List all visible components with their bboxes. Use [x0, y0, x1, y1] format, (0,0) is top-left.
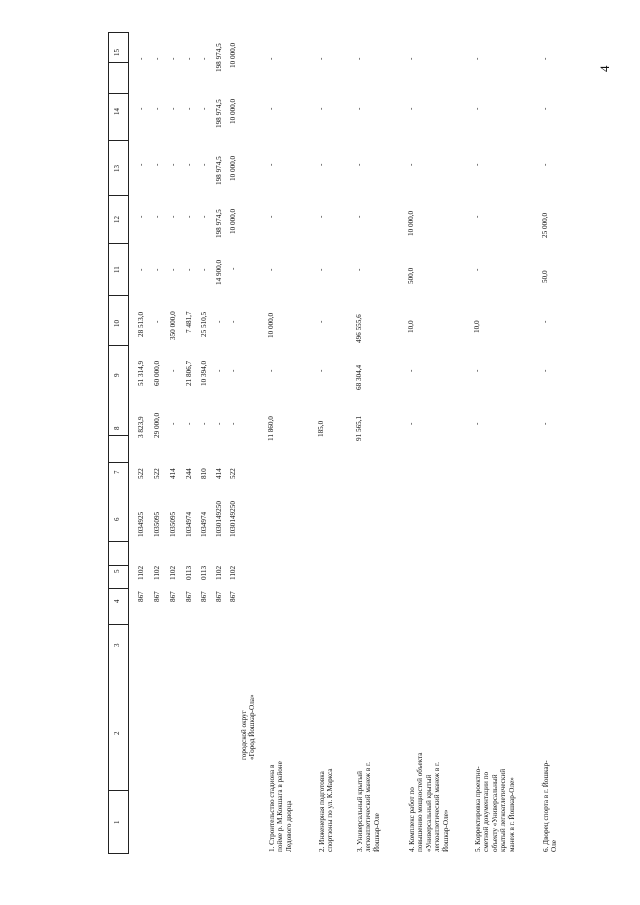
item-2-c12: -: [317, 215, 325, 218]
cell-r3-c10: 350 000,0: [169, 311, 177, 340]
item-4-c9: -: [407, 369, 415, 372]
header-col-4: 4: [113, 599, 121, 603]
cell-r4-c7: 244: [185, 468, 193, 479]
cell-r5-c14: -: [200, 107, 208, 110]
item-4-c14: -: [407, 107, 415, 110]
cell-r5-c4: 867: [200, 591, 208, 602]
cell-r4-c14: -: [185, 107, 193, 110]
cell-r7-c7: 522: [229, 468, 237, 479]
header-col-9: 9: [113, 373, 121, 377]
header-line-left: [108, 32, 109, 854]
cell-r5-c12: -: [200, 215, 208, 218]
item-3-c11: -: [355, 268, 363, 271]
cell-r1-c13: -: [137, 163, 145, 166]
item-2-c8: 185,0: [317, 420, 325, 437]
cell-r4-c13: -: [185, 163, 193, 166]
cell-r7-c10: -: [229, 320, 237, 323]
item-5-c15: -: [473, 57, 481, 60]
item-6-c9: -: [541, 369, 549, 372]
cell-r2-c11: -: [153, 268, 161, 271]
header-divider: [108, 345, 128, 346]
cell-r5-c11: -: [200, 268, 208, 271]
cell-r6-c5: 1102: [215, 565, 223, 580]
item-1-name: 1. Строительство стадиона в пойме р. М.Кокшага в районе Ледового дворца: [268, 761, 293, 852]
item-4-c8: -: [407, 422, 415, 425]
item-2-name: 2. Инженерная подготовка спортзоны по ул. К.Маркса: [318, 768, 335, 852]
cell-r1-c6: 1034925: [137, 511, 145, 537]
item-6-c11: 50,0: [541, 270, 549, 283]
item-3-c13: -: [355, 163, 363, 166]
cell-r4-c8: -: [185, 422, 193, 425]
item-4-c12: 10 000,0: [407, 210, 415, 236]
item-3-c12: -: [355, 215, 363, 218]
item-4-c15: -: [407, 57, 415, 60]
header-divider: [108, 295, 128, 296]
header-col-2: 2: [113, 731, 121, 735]
cell-r6-c6: 1030149250: [215, 501, 223, 537]
item-2-c10: -: [317, 320, 325, 323]
item-6-c14: -: [541, 107, 549, 110]
cell-r5-c6: 1034974: [200, 511, 208, 537]
item-5-c10: 10,0: [473, 320, 481, 333]
district-label: городской округ «Город Йошкар-Ола»: [240, 694, 257, 760]
cell-r4-c9: 21 806,7: [185, 360, 193, 386]
header-col-12: 12: [113, 216, 121, 223]
cell-r2-c5: 1102: [153, 565, 161, 580]
cell-r6-c4: 867: [215, 591, 223, 602]
cell-r2-c8: 29 000,0: [153, 412, 161, 438]
cell-r6-c9: -: [215, 369, 223, 372]
cell-r6-c7: 414: [215, 468, 223, 479]
cell-r3-c13: -: [169, 163, 177, 166]
header-col-11: 11: [113, 266, 121, 273]
item-5-c11: -: [473, 268, 481, 271]
cell-r6-c8: -: [215, 422, 223, 425]
item-1-c10: 10 000,0: [267, 312, 275, 338]
cell-r7-c12: 10 000,0: [229, 208, 237, 234]
cell-r2-c4: 867: [153, 591, 161, 602]
cell-r3-c15: -: [169, 57, 177, 60]
cell-r5-c10: 25 510,5: [200, 311, 208, 337]
item-2-c14: -: [317, 107, 325, 110]
item-6-c13: -: [541, 163, 549, 166]
cell-r7-c9: -: [229, 369, 237, 372]
cell-r3-c12: -: [169, 215, 177, 218]
header-col-15: 15: [113, 49, 121, 56]
header-col-14: 14: [113, 108, 121, 115]
cell-r2-c7: 522: [153, 468, 161, 479]
cell-r6-c14: 198 974,5: [215, 99, 223, 128]
item-1-c12: -: [267, 215, 275, 218]
item-1-c15: -: [267, 57, 275, 60]
cell-r1-c15: -: [137, 57, 145, 60]
item-5-c12: -: [473, 215, 481, 218]
cell-r2-c12: -: [153, 215, 161, 218]
cell-r7-c14: 10 000,0: [229, 98, 237, 124]
item-3-c9: 68 304,4: [355, 364, 363, 390]
cell-r3-c11: -: [169, 268, 177, 271]
item-4-c11: 500,0: [407, 267, 415, 284]
item-1-c9: -: [267, 369, 275, 372]
header-divider: [108, 243, 128, 244]
item-5-c8: -: [473, 422, 481, 425]
cell-r3-c5: 1102: [169, 565, 177, 580]
header-col-10: 10: [113, 320, 121, 327]
cell-r5-c7: 810: [200, 468, 208, 479]
header-divider: [108, 140, 128, 141]
cell-r7-c13: 10 000,0: [229, 155, 237, 181]
item-2-c9: -: [317, 369, 325, 372]
item-2-c11: -: [317, 268, 325, 271]
cell-r1-c14: -: [137, 107, 145, 110]
cell-r2-c15: -: [153, 57, 161, 60]
cell-r2-c10: -: [153, 320, 161, 323]
cell-r1-c9: 51 314,9: [137, 360, 145, 386]
header-divider: [108, 541, 128, 542]
cell-r3-c8: -: [169, 422, 177, 425]
cell-r4-c6: 1034974: [185, 511, 193, 537]
cell-r6-c10: -: [215, 320, 223, 323]
cell-r1-c4: 867: [137, 591, 145, 602]
cell-r1-c11: -: [137, 268, 145, 271]
cell-r1-c12: -: [137, 215, 145, 218]
cell-r2-c9: 60 000,0: [153, 360, 161, 386]
header-col-1: 1: [113, 820, 121, 824]
header-col-5: 5: [113, 569, 121, 573]
cell-r6-c12: 198 974,5: [215, 209, 223, 238]
header-line-right: [128, 32, 129, 854]
cell-r6-c13: 198 974,5: [215, 156, 223, 185]
cell-r5-c9: 10 394,0: [200, 360, 208, 386]
item-6-c8: -: [541, 422, 549, 425]
item-1-c8: 11 860,0: [267, 416, 275, 441]
cell-r1-c10: 28 513,0: [137, 311, 145, 337]
header-divider: [108, 62, 128, 63]
item-6-c10: -: [541, 320, 549, 323]
item-3-c15: -: [355, 57, 363, 60]
header-divider: [108, 624, 128, 625]
item-4-c13: -: [407, 163, 415, 166]
cell-r7-c4: 867: [229, 591, 237, 602]
header-col-13: 13: [113, 165, 121, 172]
header-divider: [108, 435, 128, 436]
item-5-c9: -: [473, 369, 481, 372]
cell-r7-c8: -: [229, 422, 237, 425]
cell-r4-c15: -: [185, 57, 193, 60]
item-1-c11: -: [267, 268, 275, 271]
cell-r7-c6: 1030149250: [229, 501, 237, 537]
cell-r5-c5: 0113: [200, 565, 208, 580]
item-2-c13: -: [317, 163, 325, 166]
item-5-name: 5. Корректировка проектно-сметной документации по объекту «Универсальный крытый легкоатлетический манеж в г. Йошкар-Оле»: [474, 766, 516, 852]
header-col-6: 6: [113, 517, 121, 521]
cell-r7-c5: 1102: [229, 565, 237, 580]
header-col-8: 8: [113, 426, 121, 430]
cell-r3-c14: -: [169, 107, 177, 110]
cell-r4-c5: 0113: [185, 565, 193, 580]
cell-r2-c6: 1035095: [153, 511, 161, 537]
item-3-c14: -: [355, 107, 363, 110]
cell-r2-c14: -: [153, 107, 161, 110]
header-divider: [108, 588, 128, 589]
item-1-c14: -: [267, 107, 275, 110]
table-bottom-line: [108, 853, 128, 854]
cell-r3-c7: 414: [169, 468, 177, 479]
cell-r7-c11: -: [229, 267, 237, 270]
cell-r5-c13: -: [200, 163, 208, 166]
cell-r7-c15: 10 000,0: [229, 42, 237, 68]
item-1-c13: -: [267, 163, 275, 166]
header-divider: [108, 462, 128, 463]
cell-r3-c4: 867: [169, 591, 177, 602]
header-col-3: 3: [113, 643, 121, 647]
item-6-name: 6. Дворец спорта в г. Йошкар-Оле: [542, 760, 559, 852]
cell-r5-c15: -: [200, 57, 208, 60]
cell-r1-c7: 522: [137, 468, 145, 479]
cell-r4-c12: -: [185, 215, 193, 218]
item-3-name: 3. Универсальный крытый легкоатлетический манеж в г. Йошкар-Оле: [356, 762, 381, 852]
cell-r3-c6: 1035095: [169, 511, 177, 537]
cell-r4-c10: 7 481,7: [185, 311, 193, 333]
header-divider: [108, 195, 128, 196]
item-6-c15: -: [541, 57, 549, 60]
header-divider: [108, 93, 128, 94]
item-4-name: 4. Комплекс работ по повышению мощностей объекта «Универсальный крытый легкоатлетический манеж в г. Йошкар-Оле»: [408, 752, 450, 852]
cell-r4-c11: -: [185, 268, 193, 271]
item-5-c14: -: [473, 107, 481, 110]
cell-r5-c8: -: [200, 422, 208, 425]
cell-r1-c5: 1102: [137, 565, 145, 580]
cell-r6-c11: 14 900,0: [215, 259, 223, 285]
cell-r2-c13: -: [153, 163, 161, 166]
header-divider: [108, 565, 128, 566]
page-number: 4: [597, 65, 612, 72]
cell-r1-c8: 3 823,9: [137, 416, 145, 438]
item-2-c15: -: [317, 57, 325, 60]
header-divider: [108, 790, 128, 791]
cell-r3-c9: -: [169, 369, 177, 372]
header-col-7: 7: [113, 470, 121, 474]
table-top-line: [108, 32, 128, 33]
item-5-c13: -: [473, 163, 481, 166]
item-3-c8: 91 565,1: [355, 415, 363, 441]
item-6-c12: 25 000,0: [541, 212, 549, 238]
cell-r4-c4: 867: [185, 591, 193, 602]
cell-r6-c15: 198 974,5: [215, 43, 223, 72]
item-4-c10: 10,0: [407, 320, 415, 333]
item-3-c10: 496 555,6: [355, 314, 363, 343]
